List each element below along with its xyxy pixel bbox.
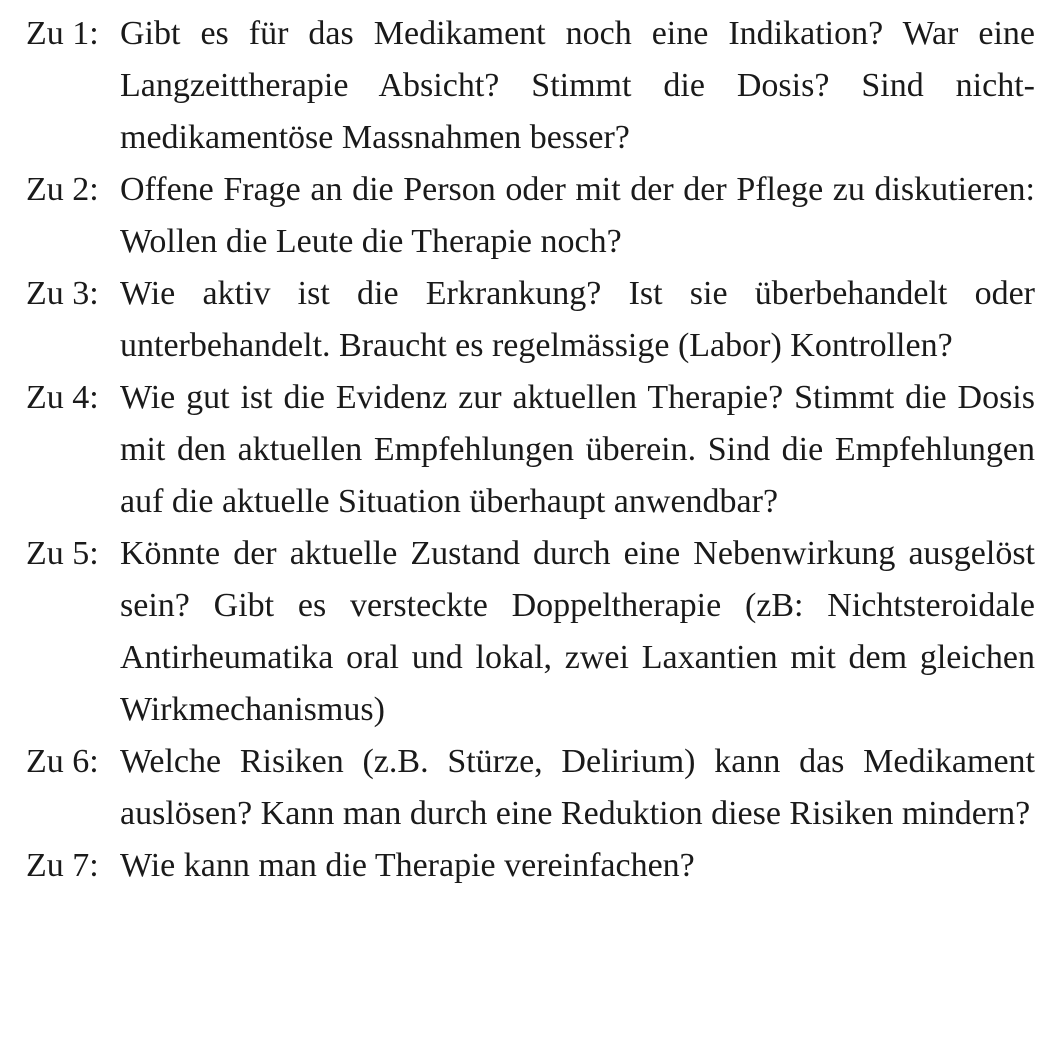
item-label: Zu 5: bbox=[26, 535, 99, 572]
list-item bbox=[26, 736, 1035, 840]
item-text: Wie gut ist die Evidenz zur aktuellen Therapie? Stimmt die Dosis mit den aktuellen Empfehlungen überein. Sind die Empfehlungen auf die aktuelle Situation überhaupt anwendbar? bbox=[120, 379, 1035, 520]
list-item bbox=[26, 8, 1035, 164]
item-label: Zu 2: bbox=[26, 171, 99, 208]
list-item bbox=[26, 268, 1035, 372]
item-text: Wie kann man die Therapie vereinfachen? bbox=[120, 847, 695, 884]
item-text: Offene Frage an die Person oder mit der der Pflege zu diskutieren: Wollen die Leute die Therapie noch? bbox=[120, 171, 1035, 260]
item-text: Gibt es für das Medikament noch eine Indikation? War eine Langzeittherapie Absicht? Stimmt die Dosis? Sind nichtmedikamentöse Massnahmen besser? bbox=[120, 15, 1035, 156]
item-label: Zu 4: bbox=[26, 379, 99, 416]
item-label: Zu 7: bbox=[26, 847, 99, 884]
question-list bbox=[26, 8, 1035, 892]
list-item bbox=[26, 528, 1035, 736]
list-item bbox=[26, 840, 1035, 892]
item-label: Zu 6: bbox=[26, 743, 99, 780]
item-text: Wie aktiv ist die Erkrankung? Ist sie überbehandelt oder unterbehandelt. Braucht es regelmässige (Labor) Kontrollen? bbox=[120, 275, 1035, 364]
item-label: Zu 1: bbox=[26, 15, 99, 52]
item-label: Zu 3: bbox=[26, 275, 99, 312]
item-text: Welche Risiken (z.B. Stürze, Delirium) kann das Medikament auslösen? Kann man durch eine Reduktion diese Risiken mindern? bbox=[120, 743, 1035, 832]
list-item bbox=[26, 372, 1035, 528]
list-item bbox=[26, 164, 1035, 268]
item-text: Könnte der aktuelle Zustand durch eine Nebenwirkung ausgelöst sein? Gibt es versteckte Doppeltherapie (zB: Nichtsteroidale Antirheumatika oral und lokal, zwei Laxantien mit dem gleichen Wirkmechanismus) bbox=[120, 535, 1035, 728]
